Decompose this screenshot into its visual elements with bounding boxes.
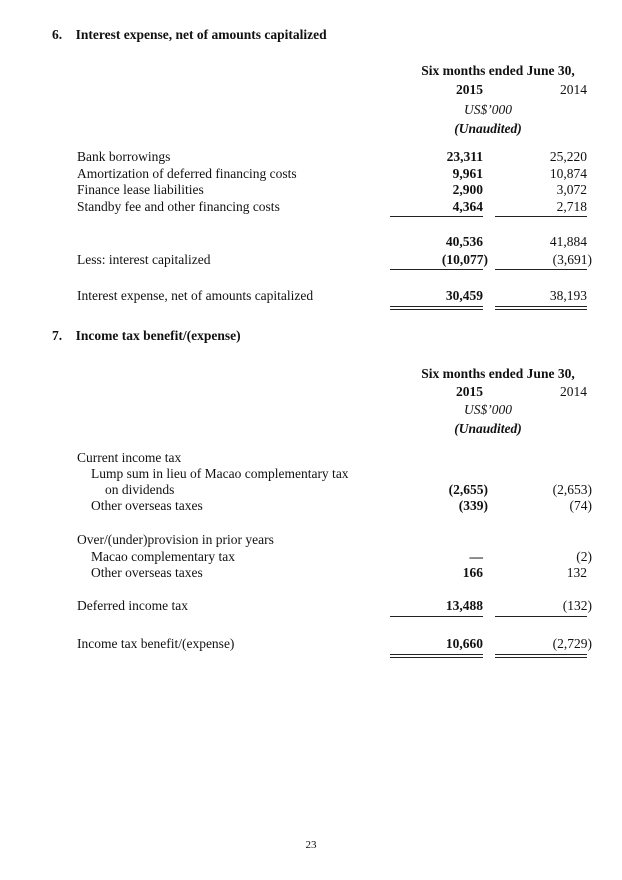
note6-title: 6. Interest expense, net of amounts capitalized xyxy=(52,27,327,42)
note6-currency: US$’000 xyxy=(464,102,512,117)
row-label: Less: interest capitalized xyxy=(77,252,211,267)
note7-audit-status: (Unaudited) xyxy=(454,421,522,436)
subtotal-rule xyxy=(390,216,483,217)
row-value-2014: (132) xyxy=(562,598,592,613)
row-value-2014: 3,072 xyxy=(556,182,587,197)
row-value-2014: (3,691) xyxy=(552,252,592,267)
row-value-2014: 2,718 xyxy=(556,199,587,214)
total-double-rule xyxy=(390,306,483,310)
row-label: on dividends xyxy=(105,482,175,497)
row-value-2014: (2,653) xyxy=(552,482,592,497)
note6-period-header: Six months ended June 30, xyxy=(421,63,575,78)
total-value-2014: (2,729) xyxy=(552,636,592,651)
row-label: Standby fee and other financing costs xyxy=(77,199,280,214)
row-value-2014: 10,874 xyxy=(549,166,587,181)
row-label: Lump sum in lieu of Macao complementary tax xyxy=(91,466,349,481)
total-double-rule xyxy=(390,654,483,658)
row-value-2014: 25,220 xyxy=(549,149,587,164)
total-label: Income tax benefit/(expense) xyxy=(77,636,235,651)
subtotal-rule xyxy=(390,269,483,270)
note7-year-2015: 2015 xyxy=(456,384,483,399)
subtotal-rule xyxy=(390,616,483,617)
row-value-2015: (10,077) xyxy=(441,252,488,267)
row-label: Deferred income tax xyxy=(77,598,188,613)
page-number: 23 xyxy=(305,839,317,851)
row-value-2015: 166 xyxy=(462,565,483,580)
note7-currency: US$’000 xyxy=(464,402,512,417)
row-value-2015: 4,364 xyxy=(452,199,483,214)
row-value-2015: 9,961 xyxy=(452,166,483,181)
note7-title: 7. Income tax benefit/(expense) xyxy=(52,328,241,343)
note7-period-header: Six months ended June 30, xyxy=(421,366,575,381)
note7-year-2014: 2014 xyxy=(560,384,587,399)
note6-year-2014: 2014 xyxy=(560,82,587,97)
subtotal-rule xyxy=(495,616,587,617)
row-value-2014: (2) xyxy=(576,549,592,564)
row-value-2014: (74) xyxy=(569,498,592,513)
total-label: Interest expense, net of amounts capitalized xyxy=(77,288,314,303)
total-value-2014: 38,193 xyxy=(549,288,587,303)
group-label: Current income tax xyxy=(77,450,182,465)
group-label: Over/(under)provision in prior years xyxy=(77,532,274,547)
note6-year-2015: 2015 xyxy=(456,82,483,97)
subtotal-rule xyxy=(495,216,587,217)
row-value-2015: — xyxy=(469,549,483,564)
subtotal-value-2015: 40,536 xyxy=(445,234,483,249)
subtotal-value-2014: 41,884 xyxy=(549,234,587,249)
row-value-2014: 132 xyxy=(566,565,587,580)
row-label: Finance lease liabilities xyxy=(77,182,204,197)
row-value-2015: 23,311 xyxy=(446,149,483,164)
row-value-2015: (2,655) xyxy=(448,482,488,497)
total-value-2015: 10,660 xyxy=(445,636,483,651)
row-label: Bank borrowings xyxy=(77,149,171,164)
row-value-2015: 2,900 xyxy=(452,182,483,197)
note6-audit-status: (Unaudited) xyxy=(454,121,522,136)
row-label: Other overseas taxes xyxy=(91,498,203,513)
total-double-rule xyxy=(495,654,587,658)
row-value-2015: 13,488 xyxy=(445,598,483,613)
row-value-2015: (339) xyxy=(458,498,488,513)
row-label: Amortization of deferred financing costs xyxy=(77,166,297,181)
subtotal-rule xyxy=(495,269,587,270)
row-label: Macao complementary tax xyxy=(91,549,235,564)
total-value-2015: 30,459 xyxy=(445,288,483,303)
row-label: Other overseas taxes xyxy=(91,565,203,580)
total-double-rule xyxy=(495,306,587,310)
